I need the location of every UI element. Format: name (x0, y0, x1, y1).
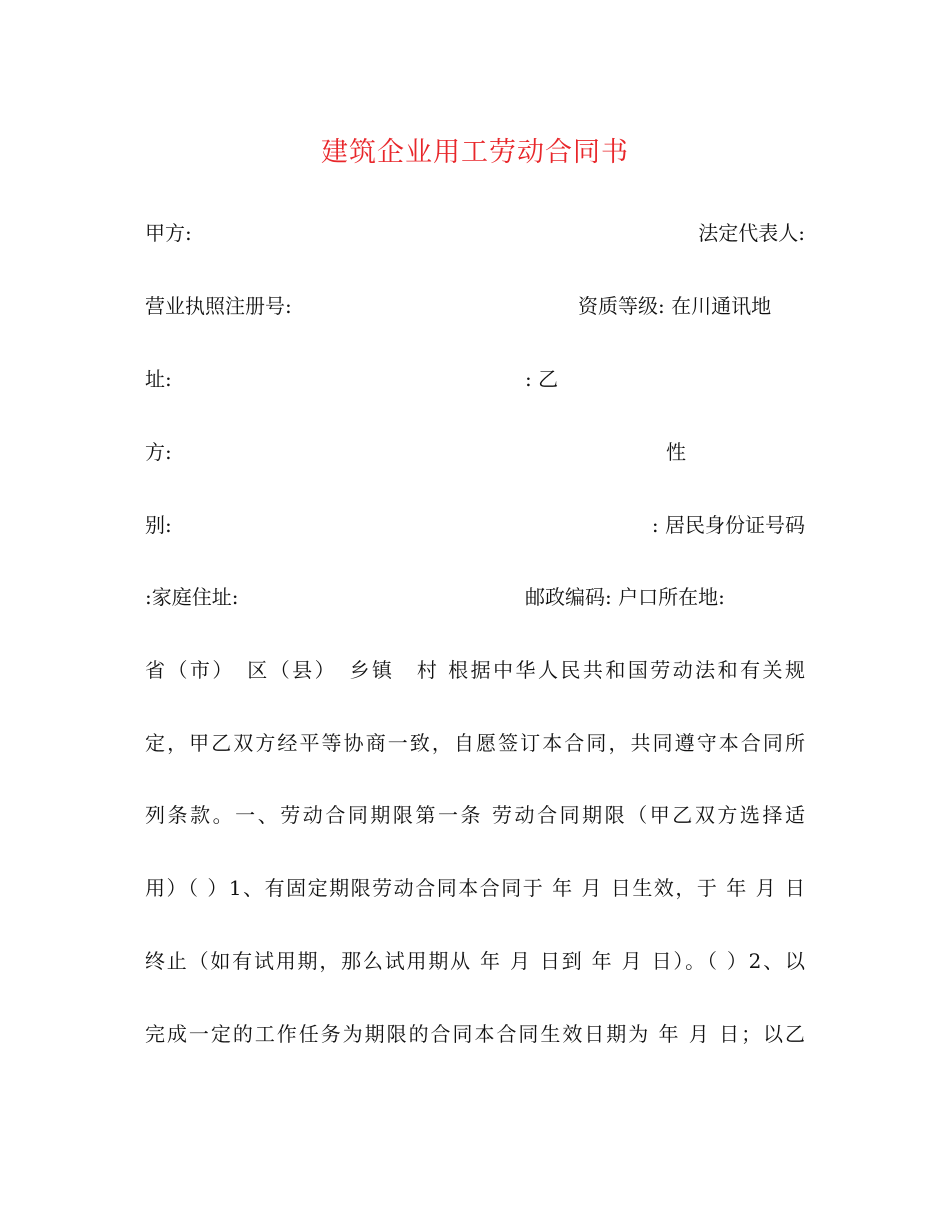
body-line: 省（市） 区（县） 乡镇 村 根据中华人民共和国劳动法和有关规 (145, 658, 805, 682)
legal-representative-label: 法定代表人: (698, 221, 805, 245)
field-row-party-b (145, 437, 805, 467)
field-row-home (145, 582, 805, 612)
body-line: 列条款。一、劳动合同期限第一条 劳动合同期限（甲乙双方选择适 (145, 803, 805, 827)
field-row-license (145, 291, 805, 321)
address-label: 址: (145, 367, 172, 391)
body-line: 终止（如有试用期，那么试用期从 年 月 日到 年 月 日）。（ ）2、以 (145, 949, 805, 973)
qualification-label: 资质等级: 在川通讯地 (578, 294, 772, 318)
gender-prefix: 性 (666, 440, 686, 464)
party-b-label: 方: (145, 440, 172, 464)
body-line: 用）（ ）1、有固定期限劳动合同本合同于 年 月 日生效，于 年 月 日 (145, 876, 805, 900)
party-b-prefix: : 乙 (525, 367, 559, 391)
document-title: 建筑企业用工劳动合同书 (321, 137, 629, 168)
postal-code-label: 邮政编码: 户口所在地: (525, 585, 725, 609)
field-row-address (145, 364, 805, 394)
gender-label: 别: (145, 513, 172, 537)
id-number-label: : 居民身份证号码 (651, 513, 805, 537)
party-a-label: 甲方: (145, 221, 192, 245)
field-row-gender (145, 510, 805, 540)
body-line: 完成一定的工作任务为期限的合同本合同生效日期为 年 月 日；以乙 (145, 1022, 805, 1046)
field-row-party-a (145, 218, 805, 248)
body-line: 定，甲乙双方经平等协商一致，自愿签订本合同，共同遵守本合同所 (145, 731, 805, 755)
business-license-label: 营业执照注册号: (145, 294, 292, 318)
home-address-label: :家庭住址: (145, 585, 239, 609)
